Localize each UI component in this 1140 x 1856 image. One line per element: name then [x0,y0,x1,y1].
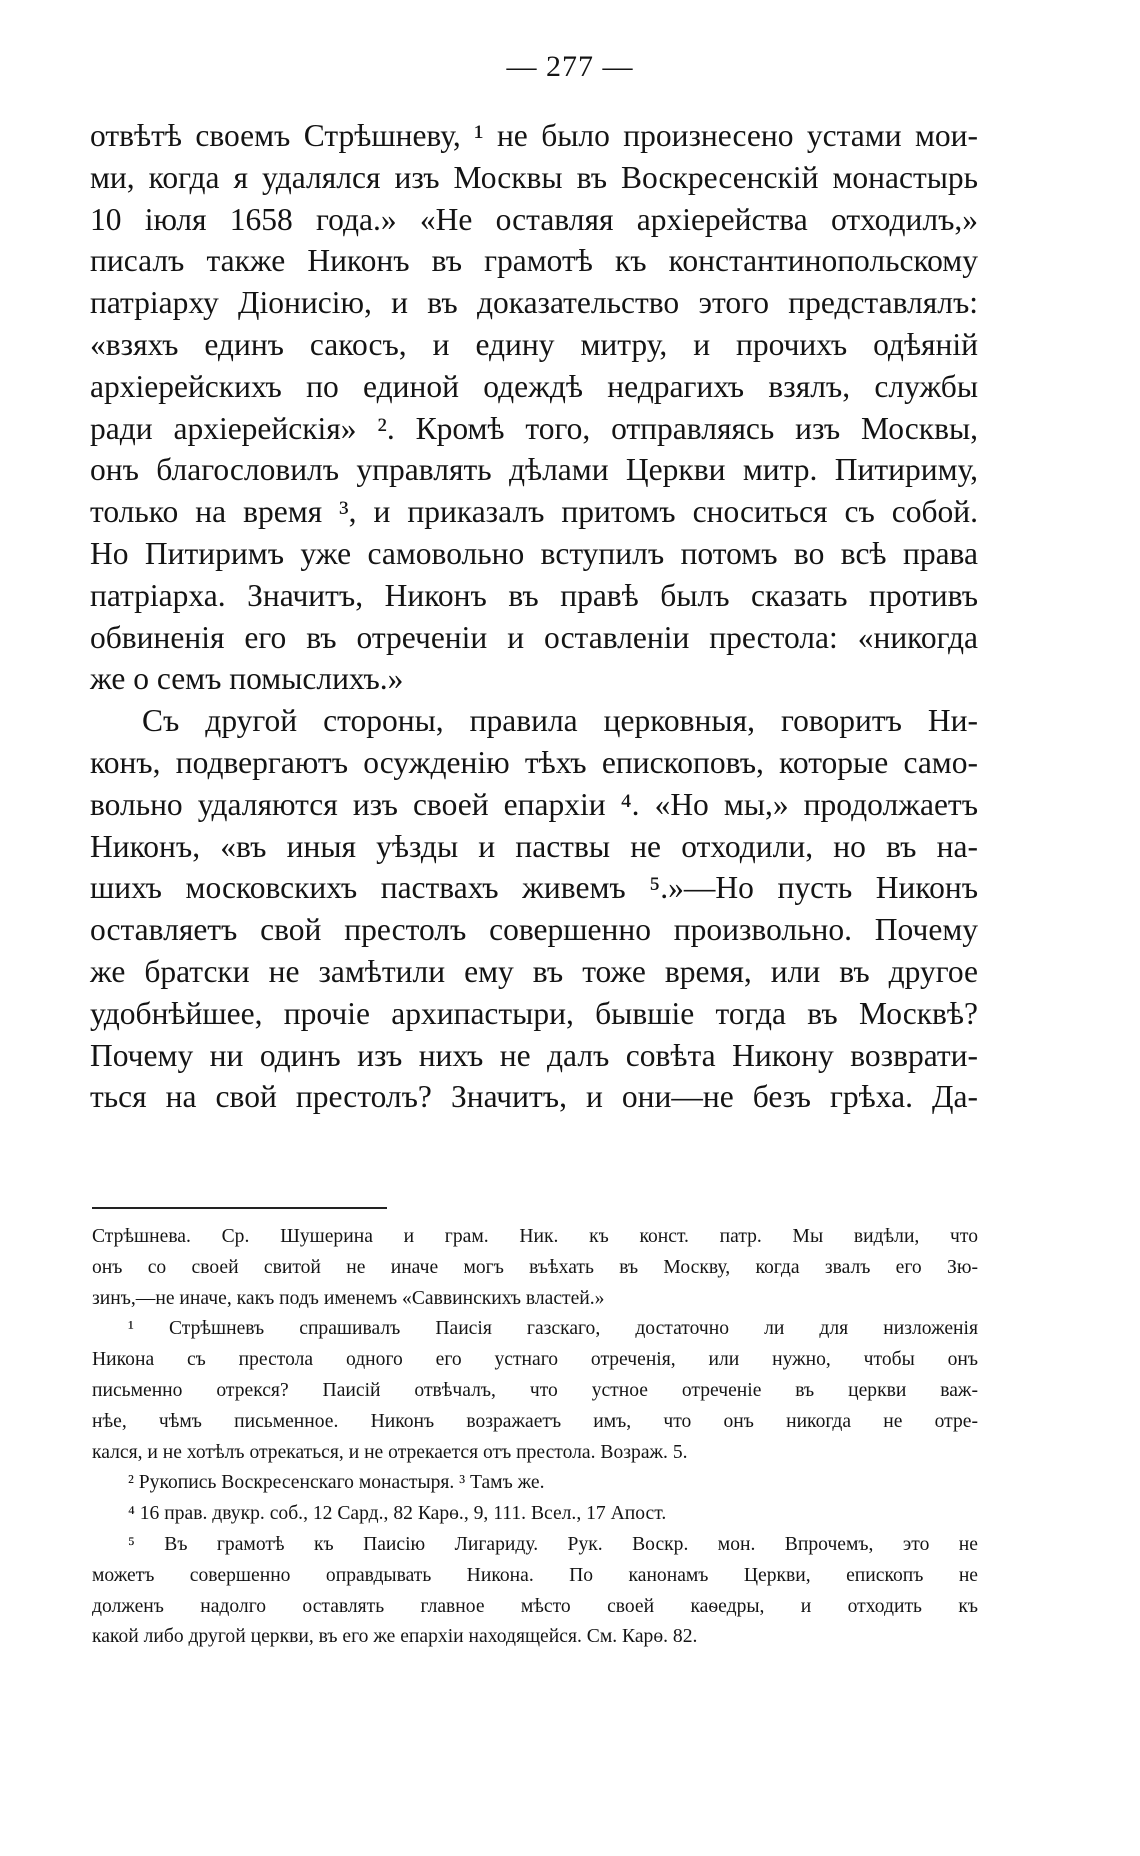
text-line: отвѣтѣ своемъ Стрѣшневу, ¹ не было произнесено устами мои- [90,118,978,153]
text-line: Съ другой стороны, правила церковныя, говоритъ Ни- [142,703,978,739]
text-line: Никонъ, «въ иныя уѣзды и паствы не отходили, но въ на- [90,828,978,864]
footnote-line: нѣе, чѣмъ письменное. Никонъ возражаетъ имъ, что онъ никогда не отре- [92,1410,978,1432]
text-line: писалъ также Никонъ въ грамотѣ къ константинопольскому [90,243,978,279]
footnote-line: какой либо другой церкви, въ его же епархіи находящейся. См. Карө. 82. [92,1626,698,1648]
footnote-line: онъ со своей свитой не иначе могъ въѣхать въ Москву, когда звалъ его Зю- [92,1256,978,1278]
footnote-line: долженъ надолго оставлять главное мѣсто своей каѳедры, и отходить къ [92,1595,978,1617]
text-line: 10 іюля 1658 года.» «Не оставляя архіерейства отходилъ,» [90,201,978,237]
text-line: ми, когда я удалялся изъ Москвы въ Воскресенскій монастырь [90,159,978,195]
footnote-line: письменно отрекся? Паисій отвѣчалъ, что устное отреченіе въ церкви важ- [92,1379,978,1401]
footnote-line: можетъ совершенно оправдывать Никона. По канонамъ Церкви, епископъ не [92,1564,978,1586]
text-line: конъ, подвергаютъ осужденію тѣхъ епископовъ, которые само- [90,744,978,780]
footnote-rule [92,1207,387,1209]
footnotes [92,1222,978,1653]
text-line: патріарху Діонисію, и въ доказательство этого представлялъ: [90,285,978,321]
text-line: архіерейскихъ по единой одеждѣ недрагихъ взялъ, службы [90,368,978,404]
text-line: ради архіерейскія» ². Кромѣ того, отправляясь изъ Москвы, [90,410,978,446]
text-line: «взяхъ единъ сакосъ, и едину митру, и прочихъ одѣяній [90,326,978,362]
text-line: же братски не замѣтили ему въ тоже время, или въ другое [90,953,978,989]
footnote-line: Никона съ престола одного его устнаго отреченія, или нужно, чтобы онъ [92,1349,978,1371]
text-line: вольно удаляются изъ своей епархіи ⁴. «Но мы,» продолжаетъ [90,786,978,822]
text-line: Почему ни одинъ изъ нихъ не далъ совѣта Никону возврати- [90,1037,978,1073]
text-line: обвиненія его въ отреченіи и оставленіи престола: «никогда [90,619,978,655]
text-line: только на время ³, и приказалъ притомъ сноситься съ собой. [90,494,978,530]
footnote-line: кался, и не хотѣлъ отрекаться, и не отрекается отъ престола. Возраж. 5. [92,1441,688,1463]
text-line: оставляетъ свой престолъ совершенно произвольно. Почему [90,912,978,948]
footnote-line: зинъ,—не иначе, какъ подъ именемъ «Саввинскихъ властей.» [92,1287,605,1309]
main-text [90,115,978,1118]
footnote-line: ⁴ 16 прав. двукр. соб., 12 Сард., 82 Карө., 9, 111. Всел., 17 Апост. [128,1503,667,1525]
footnote-line: ² Рукопись Воскресенскаго монастыря. ³ Тамъ же. [128,1472,545,1494]
text-line: онъ благословилъ управлять дѣлами Церкви митр. Питириму, [90,452,978,488]
footnote-line: ⁵ Въ грамотѣ къ Паисію Лигариду. Рук. Воскр. мон. Впрочемъ, это не [128,1533,978,1555]
text-line: патріарха. Значитъ, Никонъ въ правѣ былъ сказать противъ [90,577,978,613]
text-line: Но Питиримъ уже самовольно вступилъ потомъ во всѣ права [90,535,978,571]
page-number: — 277 — [506,50,634,83]
text-line: ться на свой престолъ? Значитъ, и они—не безъ грѣха. Да- [90,1079,978,1115]
text-line: же о семъ помыслихъ.» [90,661,404,697]
footnote-line: ¹ Стрѣшневъ спрашивалъ Паисія газскаго, достаточно ли для низложенія [128,1318,978,1340]
text-line: шихъ московскихъ паствахъ живемъ ⁵.»—Но пусть Никонъ [90,870,978,906]
footnote-line: Стрѣшнева. Ср. Шушерина и грам. Ник. къ конст. патр. Мы видѣли, что [92,1226,978,1247]
text-line: удобнѣйшее, прочіе архипастыри, бывшіе тогда въ Москвѣ? [90,995,978,1031]
